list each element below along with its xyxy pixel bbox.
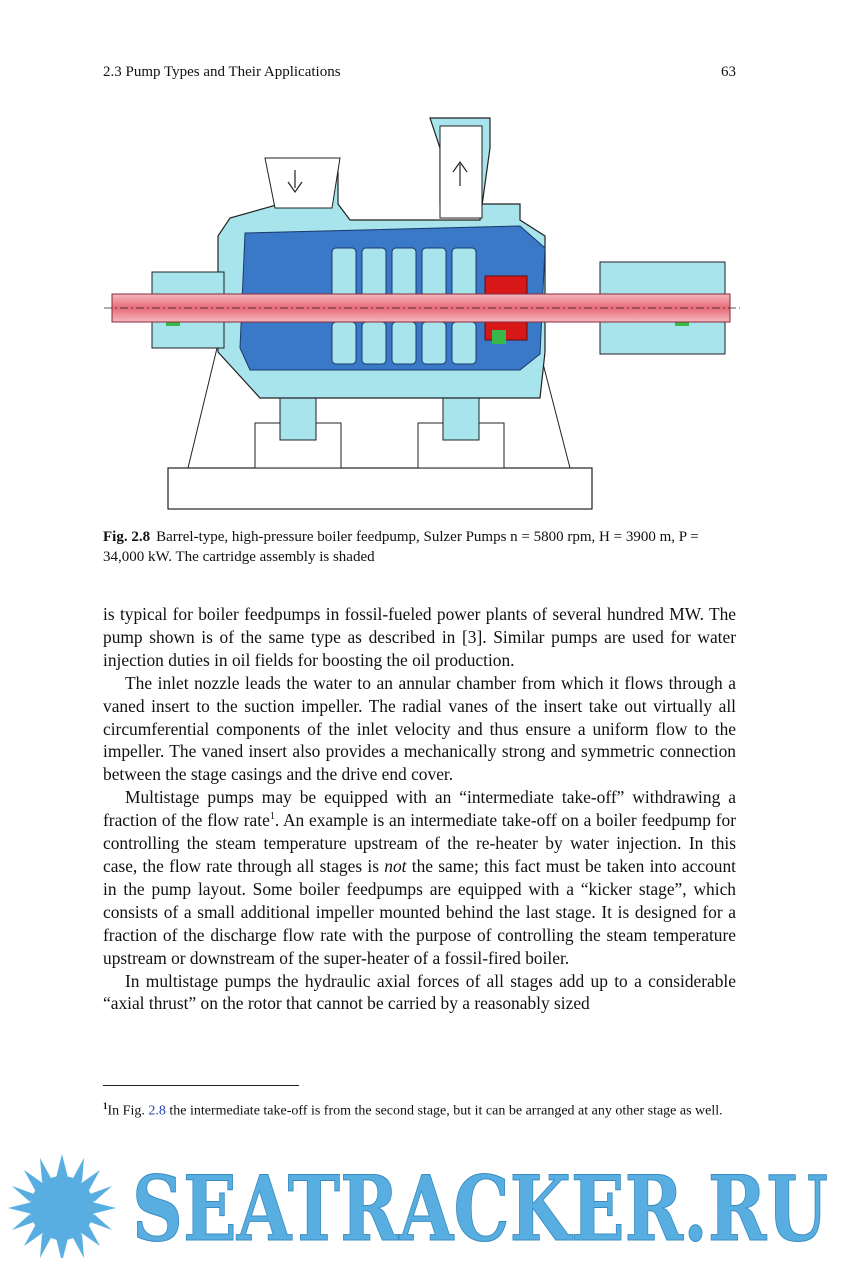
paragraph-3-part-a: Multistage pumps may be equipped with an “intermediate take-off” withdrawing a fraction of the flow rate: [103, 787, 736, 831]
figure-caption-text: Barrel-type, high-pressure boiler feedpump, Sulzer Pumps n = 5800 rpm, H = 3900 m, P = 34,000 kW. The cartridge assembly is shaded: [103, 529, 699, 565]
foundation-block: [168, 468, 592, 509]
emphasis-not: not: [384, 855, 407, 876]
body-text: [103, 603, 736, 1015]
watermark-graphic: [0, 1148, 841, 1258]
suction-nozzle: [265, 158, 340, 208]
paragraph-3-part-c: the same; this fact must be taken into account in the pump layout. Some boiler feedpumps are equipped with a “kicker stage”, which consists of a small additional impeller mounted behind the last stage. It is designed for a fraction of the discharge flow rate with the purpose of controlling the steam temperature upstream or downstream of the super-heater of a fossil-fired boiler.: [103, 855, 736, 968]
paragraph-1: is typical for boiler feedpumps in fossil-fueled power plants of several hundred MW. The pump shown is of the same type as described in [3]. Similar pumps are used for water injection duties in oil fields for boosting the oil production.: [103, 604, 736, 670]
sun-logo-icon: [8, 1154, 116, 1258]
foot-right: [443, 396, 479, 440]
figure-label: Fig. 2.8: [103, 529, 151, 545]
section-title: 2.3 Pump Types and Their Applications: [103, 64, 341, 80]
figure-link[interactable]: 2.8: [148, 1103, 166, 1119]
footnote-mark: 1: [103, 1101, 108, 1111]
footnote-reference[interactable]: 1: [269, 811, 275, 823]
paragraph-2: The inlet nozzle leads the water to an annular chamber from which it flows through a vaned insert to the suction impeller. The radial vanes of the insert take out virtually all circumferential components of the inlet velocity and thus ensure a uniform flow to the impeller. The vaned insert also provides a mechanically strong and symmetric connection between the stage casings and the drive end cover.: [103, 672, 736, 785]
footnote-text-b: the intermediate take-off is from the second stage, but it can be arranged at any other stage as well.: [165, 1103, 723, 1119]
footnote-divider: [103, 1085, 299, 1086]
footnote-text-a: In Fig.: [107, 1103, 149, 1119]
foot-left: [280, 396, 316, 440]
discharge-nozzle: [440, 126, 482, 218]
watermark-text: SEATRACKER.RU: [132, 1156, 828, 1258]
figure-caption: [103, 527, 736, 567]
seal-ring-mid: [492, 330, 506, 344]
support-line-left: [188, 344, 218, 468]
paragraph-3: [103, 786, 736, 969]
page-number: 63: [721, 64, 736, 80]
paragraph-3-part-b: . An example is an intermediate take-off on a boiler feedpump for controlling the steam temperature upstream of the re-heater by water injection. In this case, the flow rate through all stages is: [103, 810, 736, 876]
footnote: [103, 1097, 736, 1121]
pump-drawing: [100, 108, 760, 518]
support-line-right: [540, 352, 570, 468]
running-header: [103, 64, 736, 86]
watermark: [0, 1148, 841, 1258]
pump-cross-section-figure: [100, 108, 760, 518]
paragraph-4: In multistage pumps the hydraulic axial forces of all stages add up to a considerable “axial thrust” on the rotor that cannot be carried by a reasonably sized: [103, 970, 736, 1014]
